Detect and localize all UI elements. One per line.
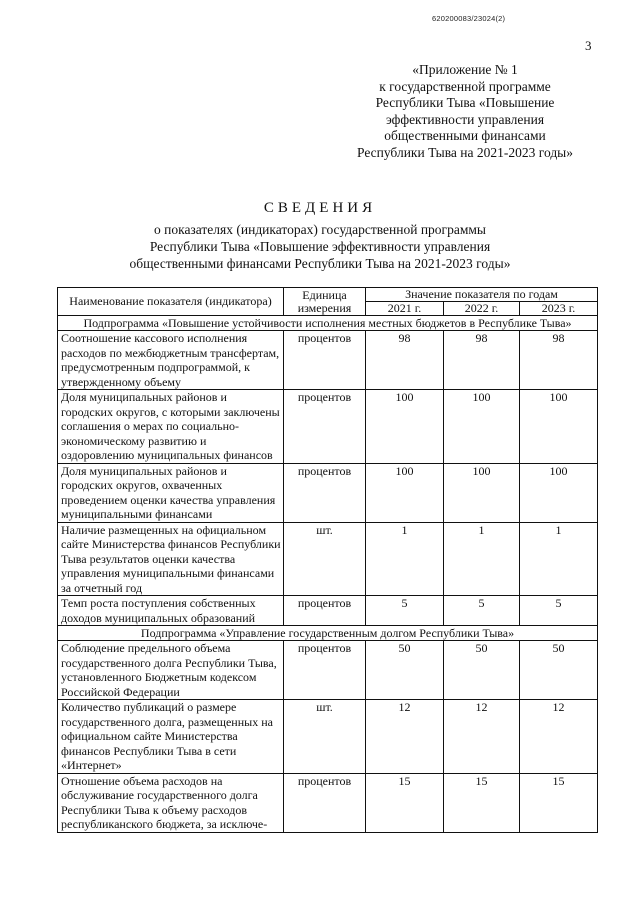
indicator-name: Темп роста поступления собственных доходов муниципальных образований <box>58 596 284 626</box>
document-registration-code: 620200083/23024(2) <box>432 14 506 23</box>
value-2023: 98 <box>520 331 598 390</box>
indicator-unit: процентов <box>284 331 366 390</box>
subtitle-line: Республики Тыва «Повышение эффективности управления <box>149 238 491 254</box>
table-row <box>58 773 598 832</box>
value-2022: 12 <box>444 700 520 774</box>
value-2023: 12 <box>520 700 598 774</box>
indicator-name: Количество публикаций о размере государственного долга, размещенных на официальном сайте Министерства финансов Республики Тыва в сети «Интернет» <box>58 700 284 774</box>
indicator-name: Соблюдение предельного объема государственного долга Республики Тыва, установленного Бюджетным кодексом Российской Федерации <box>58 641 284 700</box>
header-values-group: Значение показателя по годам <box>366 288 598 302</box>
value-2023: 5 <box>520 596 598 626</box>
appendix-line: «Приложение № 1 <box>412 62 518 77</box>
value-2022: 100 <box>444 463 520 522</box>
value-2021: 12 <box>366 700 444 774</box>
indicator-unit: процентов <box>284 596 366 626</box>
indicator-unit: шт. <box>284 700 366 774</box>
indicator-unit: процентов <box>284 390 366 464</box>
indicator-unit: процентов <box>284 773 366 832</box>
value-2022: 1 <box>444 522 520 596</box>
indicator-name: Отношение объема расходов на обслуживание государственного долга Республики Тыва к объему расходов республиканского бюджета, за исключе- <box>58 773 284 832</box>
header-unit: Единица измерения <box>284 288 366 316</box>
value-2022: 5 <box>444 596 520 626</box>
section-title: Подпрограмма «Повышение устойчивости исполнения местных бюджетов в Республике Тыва» <box>58 316 598 331</box>
appendix-line: эффективности управления <box>385 111 545 127</box>
section-row <box>58 316 598 331</box>
header-year-2021: 2021 г. <box>366 302 444 316</box>
value-2021: 100 <box>366 390 444 464</box>
document-subtitle <box>60 222 580 272</box>
table-row <box>58 522 598 596</box>
table-row <box>58 596 598 626</box>
value-2022: 98 <box>444 331 520 390</box>
value-2023: 15 <box>520 773 598 832</box>
indicator-unit: шт. <box>284 522 366 596</box>
value-2022: 15 <box>444 773 520 832</box>
subtitle-line: о показателях (индикаторах) государственной программы <box>153 222 486 237</box>
value-2022: 50 <box>444 641 520 700</box>
value-2021: 100 <box>366 463 444 522</box>
page-number: 3 <box>585 38 592 53</box>
value-2023: 1 <box>520 522 598 596</box>
appendix-line: к государственной программе <box>379 78 551 94</box>
appendix-heading <box>330 62 600 162</box>
section-row <box>58 626 598 641</box>
table-header-row <box>58 288 598 302</box>
subtitle-line: общественными финансами Республики Тыва на 2021-2023 годы» <box>129 255 511 271</box>
table-row <box>58 463 598 522</box>
table-row <box>58 641 598 700</box>
appendix-line: Республики Тыва «Повышение <box>375 95 555 111</box>
indicator-name: Соотношение кассового исполнения расходов по межбюджетным трансфертам, предусмотренным подпрограммой, к утвержденному объему <box>58 331 284 390</box>
value-2022: 100 <box>444 390 520 464</box>
value-2021: 5 <box>366 596 444 626</box>
indicator-name: Доля муниципальных районов и городских округов, охваченных проведением оценки качества управления муниципальными финансами <box>58 463 284 522</box>
value-2023: 50 <box>520 641 598 700</box>
header-year-2023: 2023 г. <box>520 302 598 316</box>
document-title: СВЕДЕНИЯ <box>263 200 377 216</box>
table-row <box>58 331 598 390</box>
indicator-unit: процентов <box>284 641 366 700</box>
indicators-table <box>57 287 598 833</box>
indicator-name: Доля муниципальных районов и городских округов, с которыми заключены соглашения о мерах по социально-экономическому развитию и оздоровлению муниципальных финансов <box>58 390 284 464</box>
table-row <box>58 700 598 774</box>
indicator-name: Наличие размещенных на официальном сайте Министерства финансов Республики Тыва результатов оценки качества управления муниципальными финансами за отчетный год <box>58 522 284 596</box>
value-2021: 15 <box>366 773 444 832</box>
appendix-line: Республики Тыва на 2021-2023 годы» <box>356 144 574 160</box>
header-indicator-name: Наименование показателя (индикатора) <box>58 288 284 316</box>
value-2021: 1 <box>366 522 444 596</box>
value-2023: 100 <box>520 390 598 464</box>
value-2023: 100 <box>520 463 598 522</box>
section-title: Подпрограмма «Управление государственным долгом Республики Тыва» <box>58 626 598 641</box>
indicator-unit: процентов <box>284 463 366 522</box>
appendix-line: общественными финансами <box>384 128 546 144</box>
value-2021: 50 <box>366 641 444 700</box>
table-row <box>58 390 598 464</box>
header-year-2022: 2022 г. <box>444 302 520 316</box>
value-2021: 98 <box>366 331 444 390</box>
